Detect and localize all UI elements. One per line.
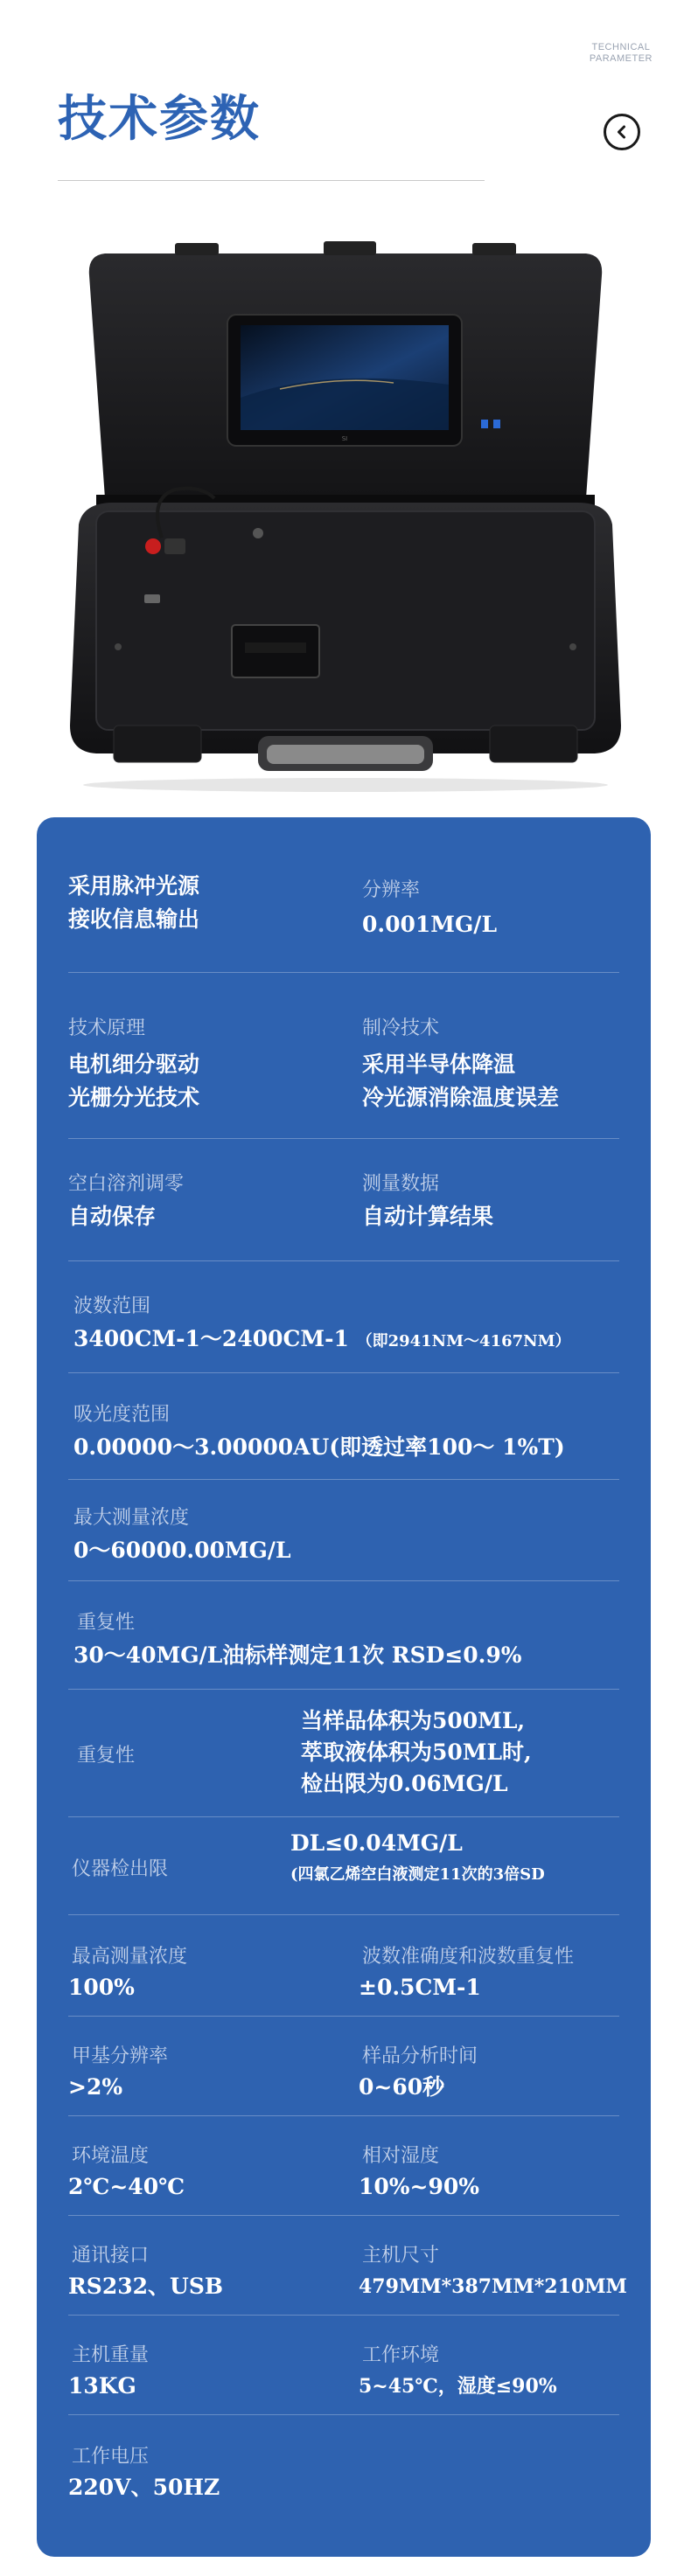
spec-label: 最大测量浓度 — [73, 1507, 190, 1529]
chevron-left-icon — [614, 124, 630, 140]
spec-value: 220V、50HZ — [68, 2475, 220, 2500]
spec-label: 主机尺寸 — [362, 2245, 440, 2267]
spec-row — [37, 973, 651, 1139]
spec-value: 采用脉冲光源 接收信息输出 — [68, 873, 200, 932]
spec-value: 0~60秒 — [359, 2074, 445, 2100]
spec-value: DL≤0.04MG/L (四氯乙烯空白液测定11次的3倍SD — [290, 1830, 545, 1884]
spec-label: 重复性 — [77, 1612, 136, 1634]
spec-label: 样品分析时间 — [362, 2045, 478, 2067]
spec-label: 甲基分辨率 — [72, 2045, 169, 2067]
spec-value: >2% — [68, 2074, 123, 2100]
spec-row — [37, 2017, 651, 2116]
section-tag-line1: TECHNICAL — [591, 42, 651, 52]
spec-row — [37, 2216, 651, 2316]
spec-label: 波数范围 — [73, 1295, 151, 1317]
spec-label: 吸光度范围 — [73, 1404, 171, 1426]
spec-label: 工作环境 — [362, 2344, 440, 2366]
spec-value: 电机细分驱动 光栅分光技术 — [68, 1052, 200, 1110]
spec-value: 13KG — [68, 2373, 136, 2399]
page-title: 技术参数 — [58, 91, 261, 148]
spec-label: 最高测量浓度 — [72, 1946, 188, 1968]
spec-value: 100% — [68, 1975, 135, 2000]
spec-row — [37, 817, 651, 973]
product-image — [61, 236, 630, 795]
spec-label: 分辨率 — [362, 879, 421, 901]
spec-label: 主机重量 — [72, 2344, 150, 2366]
spec-value: 0～60000.00MG/L — [73, 1538, 291, 1563]
spec-value: 479MM*387MM*210MM — [359, 2275, 627, 2298]
spec-card — [37, 817, 651, 2557]
spec-value: 采用半导体降温 冷光源消除温度误差 — [362, 1052, 560, 1110]
spec-value: 自动保存 — [68, 1204, 157, 1229]
spec-row — [37, 1817, 651, 1915]
spec-row — [37, 1480, 651, 1581]
spec-label: 相对湿度 — [362, 2145, 440, 2167]
spec-value: RS232、USB — [68, 2274, 224, 2299]
spec-label: 空白溶剂调零 — [68, 1173, 185, 1195]
spec-label: 通讯接口 — [72, 2245, 150, 2267]
spec-row — [37, 2415, 651, 2529]
spec-value: 30～40MG/L油标样测定11次 RSD≤0.9% — [73, 1642, 522, 1668]
spec-value: 0.00000～3.00000AU(即透过率100～ 1%T) — [73, 1434, 565, 1460]
spec-row — [37, 1915, 651, 2017]
spec-label: 仪器检出限 — [72, 1858, 169, 1880]
back-button[interactable] — [604, 114, 640, 150]
spec-value: 5~45℃，湿度≤90% — [359, 2375, 557, 2398]
header-divider — [58, 180, 485, 181]
section-tag-line2: PARAMETER — [589, 53, 653, 64]
spec-label: 制冷技术 — [362, 1017, 440, 1039]
spec-label: 重复性 — [77, 1745, 136, 1767]
spec-row — [37, 1690, 651, 1817]
spec-label: 波数准确度和波数重复性 — [362, 1946, 575, 1968]
screen-label: SI — [341, 435, 348, 442]
section-tag — [590, 42, 653, 65]
spec-row — [37, 1139, 651, 1261]
page-header — [0, 0, 691, 192]
spec-value: 10%~90% — [359, 2174, 480, 2199]
spec-value: 自动计算结果 — [362, 1204, 494, 1229]
spec-value: 2℃~40℃ — [68, 2174, 185, 2199]
spec-value: 3400CM-1～2400CM-1 （即2941NM～4167NM） — [73, 1326, 571, 1351]
spec-row — [37, 1373, 651, 1480]
spec-value: 当样品体积为500ML, 萃取液体积为50ML时, 检出限为0.06MG/L — [301, 1708, 532, 1796]
spec-row — [37, 2316, 651, 2415]
spec-label: 测量数据 — [362, 1173, 440, 1195]
spec-row — [37, 2116, 651, 2216]
spec-value: ±0.5CM-1 — [359, 1975, 481, 2000]
spec-label: 工作电压 — [72, 2446, 150, 2468]
spec-label: 环境温度 — [72, 2145, 150, 2167]
spec-row — [37, 1581, 651, 1690]
spec-value: 0.001MG/L — [362, 912, 498, 937]
spec-row — [37, 1261, 651, 1373]
spec-label: 技术原理 — [68, 1017, 146, 1039]
